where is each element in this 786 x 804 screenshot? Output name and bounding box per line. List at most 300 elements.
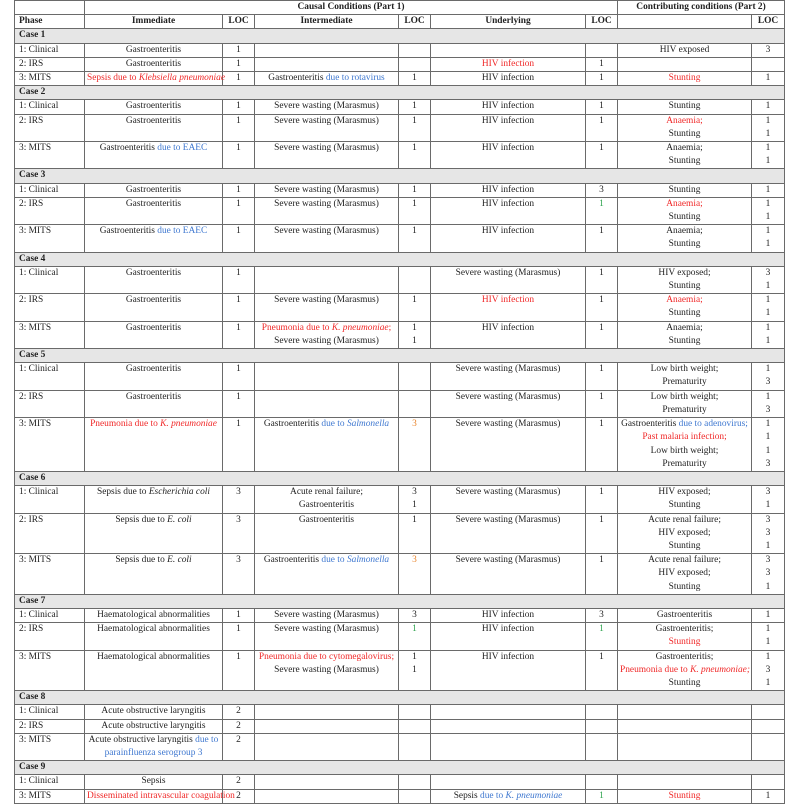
intermediate-cell (255, 72, 399, 86)
loc-cell (223, 554, 255, 595)
phase-cell: 1: Clinical (15, 43, 85, 57)
underlying-cell (431, 183, 586, 197)
loc-value: 1 (599, 58, 604, 69)
table-row (15, 418, 785, 472)
loc-cell (223, 513, 255, 554)
case-label: Case 3 (15, 169, 785, 183)
loc-value: 1 (765, 419, 771, 430)
table-row (15, 114, 785, 141)
cell-line (620, 184, 749, 197)
text-segment: Gastroenteritis (125, 364, 182, 375)
text-segment: due to EAEC (157, 143, 208, 154)
table-row (15, 608, 785, 622)
loc-cell (752, 57, 785, 71)
cell-line (433, 623, 583, 636)
cell-line (225, 609, 252, 622)
text-segment: Sepsis (453, 790, 480, 801)
cell-line (620, 128, 749, 141)
cell-line (87, 198, 220, 211)
phase-cell: 2: IRS (15, 719, 85, 733)
cell-line (401, 322, 428, 335)
immediate-cell (85, 266, 223, 293)
loc-cell (399, 513, 431, 554)
immediate-cell (85, 705, 223, 719)
immediate-cell (85, 114, 223, 141)
cell-line (257, 651, 396, 664)
text-segment: Pneumonia due to (620, 664, 691, 675)
loc-cell (399, 608, 431, 622)
cell-line (588, 363, 615, 376)
cell-line (588, 115, 615, 128)
cell-line (754, 44, 782, 57)
cell-line (87, 72, 226, 85)
loc-value: 1 (765, 322, 771, 333)
loc-cell (586, 266, 618, 293)
cell-line (754, 486, 782, 499)
text-segment: Gastroenteritis (125, 58, 182, 69)
text-segment: K. pneumoniae; (690, 664, 750, 675)
loc-value: 3 (765, 568, 771, 579)
loc-cell (586, 100, 618, 114)
loc-cell (223, 266, 255, 293)
cell-line (620, 567, 749, 580)
table-row (15, 100, 785, 114)
text-segment: HIV infection (481, 115, 535, 126)
loc-value: 1 (599, 198, 604, 209)
cell-line (87, 747, 220, 760)
cell-line (225, 198, 252, 211)
text-segment: due to (195, 734, 219, 745)
cell-line (754, 363, 782, 376)
underlying-cell (431, 43, 586, 57)
cell-line (225, 184, 252, 197)
cell-line (754, 142, 782, 155)
text-segment: Escherichia coli (148, 487, 210, 498)
table-row (15, 650, 785, 691)
text-segment: due to (480, 790, 506, 801)
loc-value: 3 (765, 664, 771, 675)
loc-cell (399, 197, 431, 224)
text-segment: Severe wasting (Marasmus) (274, 198, 379, 209)
underlying-cell (431, 705, 586, 719)
loc-cell (586, 789, 618, 803)
loc-value: 1 (412, 624, 417, 635)
text-segment: Acute renal failure; (648, 514, 721, 525)
loc-value: 3 (765, 514, 771, 525)
cell-line (754, 458, 782, 471)
intermediate-cell (255, 142, 399, 169)
loc-value: 1 (765, 128, 771, 139)
header-intermediate: Intermediate (255, 15, 399, 29)
cell-line (87, 100, 220, 113)
text-segment: Severe wasting (Marasmus) (274, 664, 379, 675)
cell-line (257, 225, 396, 238)
cell-line (588, 554, 615, 567)
text-segment: Severe wasting (Marasmus) (455, 555, 561, 566)
loc-cell (752, 650, 785, 691)
loc-value: 1 (599, 487, 604, 498)
loc-value: 1 (765, 581, 771, 592)
text-segment: HIV infection (481, 184, 535, 195)
loc-value: 1 (236, 624, 241, 635)
underlying-cell (431, 390, 586, 417)
immediate-cell (85, 225, 223, 252)
cell-line (433, 100, 583, 113)
loc-value: 1 (599, 143, 604, 154)
loc-value: 1 (236, 651, 241, 662)
text-segment: Salmonella (346, 555, 390, 566)
loc-cell (752, 43, 785, 57)
cell-line (87, 790, 235, 803)
loc-cell (586, 142, 618, 169)
text-segment: HIV infection (481, 73, 535, 84)
loc-value: 3 (236, 487, 241, 498)
loc-value: 1 (236, 295, 241, 306)
text-segment: K. pneumoniae (505, 790, 563, 801)
text-segment: Severe wasting (Marasmus) (274, 295, 379, 306)
cell-line (433, 225, 583, 238)
loc-value: 1 (599, 115, 604, 126)
text-segment: Severe wasting (Marasmus) (455, 419, 561, 430)
phase-cell: 2: IRS (15, 57, 85, 71)
text-segment: HIV infection (481, 624, 535, 635)
loc-cell (223, 294, 255, 321)
phase-cell: 3: MITS (15, 225, 85, 252)
cell-line (620, 225, 749, 238)
cell-line (225, 322, 252, 335)
table-row (15, 623, 785, 650)
cell-line (754, 404, 782, 417)
intermediate-cell (255, 294, 399, 321)
loc-value: 1 (412, 500, 417, 511)
underlying-cell (431, 100, 586, 114)
text-segment: Acute obstructive laryngitis (101, 720, 206, 731)
cell-line (225, 72, 252, 85)
cell-line (225, 391, 252, 404)
contributing-cell (618, 775, 752, 789)
table-row (15, 390, 785, 417)
immediate-cell (85, 363, 223, 390)
cell-line (588, 267, 615, 280)
loc-cell (399, 363, 431, 390)
cell-line (620, 458, 749, 471)
text-segment: Prematurity (662, 404, 707, 415)
cell-line (257, 486, 396, 499)
loc-cell (399, 486, 431, 513)
case-label: Case 9 (15, 761, 785, 775)
cell-line (401, 225, 428, 238)
phase-cell: 3: MITS (15, 733, 85, 760)
text-segment: Gastroenteritis (125, 115, 182, 126)
loc-value: 1 (765, 212, 771, 223)
text-segment: Anaemia; (666, 226, 703, 237)
cell-line (433, 184, 583, 197)
loc-cell (752, 418, 785, 472)
cell-line (620, 664, 749, 677)
loc-value: 1 (236, 143, 241, 154)
contributing-cell (618, 197, 752, 224)
cell-line (87, 322, 220, 335)
text-segment: Gastroenteritis (125, 44, 182, 55)
contributing-cell (618, 623, 752, 650)
text-segment: HIV exposed; (658, 487, 711, 498)
text-segment: Gastroenteritis; (655, 624, 714, 635)
intermediate-cell (255, 486, 399, 513)
text-segment: Gastroenteritis (125, 322, 182, 333)
underlying-cell (431, 114, 586, 141)
cell-line (257, 72, 396, 85)
loc-value: 3 (765, 404, 771, 415)
cell-line (401, 198, 428, 211)
text-segment: Gastroenteritis (621, 419, 679, 430)
cell-line (754, 527, 782, 540)
phase-cell: 1: Clinical (15, 608, 85, 622)
text-segment: Gastroenteritis (99, 226, 158, 237)
loc-value: 1 (412, 335, 417, 346)
loc-value: 1 (599, 101, 604, 112)
loc-cell (223, 775, 255, 789)
text-segment: Gastroenteritis (99, 143, 158, 154)
cell-line (754, 514, 782, 527)
loc-value: 2 (236, 720, 241, 731)
case-label: Case 4 (15, 252, 785, 266)
cell-line (620, 445, 749, 458)
underlying-cell (431, 72, 586, 86)
cell-line (620, 609, 749, 622)
text-segment: K. pneumoniae (331, 322, 389, 333)
cell-line (257, 623, 396, 636)
intermediate-cell (255, 266, 399, 293)
cell-line (754, 540, 782, 553)
loc-value: 1 (412, 101, 417, 112)
cell-line (754, 225, 782, 238)
text-segment: due to EAEC (157, 226, 208, 237)
contributing-cell (618, 418, 752, 472)
cell-line (225, 142, 252, 155)
loc-value: 1 (236, 198, 241, 209)
loc-cell (586, 363, 618, 390)
phase-cell: 1: Clinical (15, 705, 85, 719)
immediate-cell (85, 142, 223, 169)
loc-value: 1 (765, 239, 771, 250)
header-group-row (15, 1, 785, 15)
loc-cell (223, 321, 255, 348)
loc-value: 3 (765, 267, 771, 278)
case-header-row (15, 471, 785, 485)
loc-cell (586, 43, 618, 57)
text-segment: Gastroenteritis (125, 295, 182, 306)
case-label: Case 8 (15, 691, 785, 705)
loc-value: 1 (599, 322, 604, 333)
underlying-cell (431, 608, 586, 622)
loc-value: 1 (236, 101, 241, 112)
text-segment: Low birth weight; (650, 445, 719, 456)
cell-line (257, 142, 396, 155)
text-segment: Sepsis due to (96, 487, 149, 498)
loc-cell (586, 513, 618, 554)
cell-line (754, 431, 782, 444)
cell-line (588, 651, 615, 664)
cell-line (588, 294, 615, 307)
loc-value: 1 (599, 514, 604, 525)
text-segment: Gastroenteritis (656, 609, 713, 620)
loc-value: 3 (765, 487, 771, 498)
text-segment: HIV infection (481, 101, 535, 112)
loc-value: 3 (599, 609, 604, 620)
cell-line (225, 294, 252, 307)
immediate-cell (85, 486, 223, 513)
case-label: Case 6 (15, 471, 785, 485)
contributing-cell (618, 733, 752, 760)
text-segment: Stunting (668, 73, 701, 84)
loc-value: 1 (765, 364, 771, 375)
cell-line (620, 267, 749, 280)
intermediate-cell (255, 225, 399, 252)
text-segment: HIV infection (481, 143, 535, 154)
text-segment: Severe wasting (Marasmus) (274, 115, 379, 126)
cell-line (87, 44, 220, 57)
loc-cell (223, 650, 255, 691)
cell-line (754, 664, 782, 677)
cell-line (754, 115, 782, 128)
text-segment: Low birth weight; (650, 364, 719, 375)
underlying-cell (431, 719, 586, 733)
cell-line (401, 72, 428, 85)
underlying-cell (431, 513, 586, 554)
loc-value: 1 (412, 295, 417, 306)
loc-value: 1 (765, 790, 771, 801)
cell-line (401, 142, 428, 155)
text-segment: HIV exposed; (658, 527, 711, 538)
loc-cell (399, 719, 431, 733)
text-segment: Sepsis due to (115, 514, 168, 525)
loc-cell (223, 114, 255, 141)
immediate-cell (85, 197, 223, 224)
loc-cell (399, 418, 431, 472)
underlying-cell (431, 266, 586, 293)
cell-line (257, 664, 396, 677)
phase-cell: 1: Clinical (15, 100, 85, 114)
text-segment: Klebsiella pneumoniae (138, 73, 226, 84)
immediate-cell (85, 321, 223, 348)
cell-line (433, 554, 583, 567)
cell-line (588, 225, 615, 238)
loc-value: 1 (765, 637, 771, 648)
loc-cell (223, 363, 255, 390)
text-segment: Pneumonia due to cytomegalovirus; (258, 651, 395, 662)
cell-line (620, 623, 749, 636)
text-segment: HIV infection (481, 322, 535, 333)
loc-cell (752, 183, 785, 197)
loc-value: 1 (765, 677, 771, 688)
text-segment: due to (321, 555, 347, 566)
cell-line (87, 225, 220, 238)
contributing-cell (618, 225, 752, 252)
immediate-cell (85, 623, 223, 650)
intermediate-cell (255, 608, 399, 622)
loc-value: 3 (412, 609, 417, 620)
text-segment: Anaemia; (666, 115, 703, 126)
cell-line (433, 267, 583, 280)
case-header-row (15, 761, 785, 775)
text-segment: Prematurity (662, 377, 707, 388)
cell-line (588, 609, 615, 622)
cell-line (433, 391, 583, 404)
loc-value: 1 (765, 308, 771, 319)
text-segment: K. pneumoniae (160, 419, 217, 430)
phase-cell: 1: Clinical (15, 266, 85, 293)
text-segment: HIV exposed; (658, 568, 711, 579)
loc-cell (752, 142, 785, 169)
cell-line (87, 418, 220, 431)
cell-line (754, 155, 782, 168)
cell-line (620, 72, 749, 85)
table-row (15, 294, 785, 321)
intermediate-cell (255, 114, 399, 141)
phase-cell: 3: MITS (15, 142, 85, 169)
loc-cell (586, 650, 618, 691)
cell-line (754, 636, 782, 649)
phase-cell: 3: MITS (15, 321, 85, 348)
cell-line (620, 636, 749, 649)
loc-value: 1 (236, 73, 241, 84)
intermediate-cell (255, 183, 399, 197)
loc-value: 1 (412, 73, 417, 84)
cell-line (588, 790, 615, 803)
loc-value: 1 (765, 609, 771, 620)
text-segment: Gastroenteritis (263, 555, 322, 566)
cell-line (433, 72, 583, 85)
loc-value: 2 (236, 706, 241, 717)
loc-value: 1 (765, 391, 771, 402)
phase-cell: 2: IRS (15, 114, 85, 141)
contributing-cell (618, 266, 752, 293)
immediate-cell (85, 775, 223, 789)
cell-line (588, 391, 615, 404)
cell-line (257, 184, 396, 197)
loc-value: 1 (412, 322, 417, 333)
loc-value: 1 (599, 364, 604, 375)
immediate-cell (85, 513, 223, 554)
loc-cell (752, 225, 785, 252)
case-label: Case 2 (15, 86, 785, 100)
cell-line (433, 58, 583, 71)
text-segment: Stunting (668, 790, 701, 801)
cell-line (401, 514, 428, 527)
loc-cell (399, 789, 431, 803)
loc-value: 1 (765, 432, 771, 443)
cell-line (754, 211, 782, 224)
underlying-cell (431, 775, 586, 789)
phase-cell: 2: IRS (15, 197, 85, 224)
loc-cell (399, 100, 431, 114)
intermediate-cell (255, 650, 399, 691)
phase-cell: 1: Clinical (15, 183, 85, 197)
intermediate-cell (255, 321, 399, 348)
table-row (15, 225, 785, 252)
cell-line (754, 72, 782, 85)
cell-line (225, 58, 252, 71)
cell-line (401, 554, 428, 567)
text-segment: Gastroenteritis (125, 184, 182, 195)
intermediate-cell (255, 197, 399, 224)
cell-line (401, 651, 428, 664)
loc-value: 1 (599, 295, 604, 306)
text-segment: Acute renal failure; (648, 555, 721, 566)
cell-line (401, 184, 428, 197)
cell-line (225, 44, 252, 57)
loc-cell (399, 43, 431, 57)
